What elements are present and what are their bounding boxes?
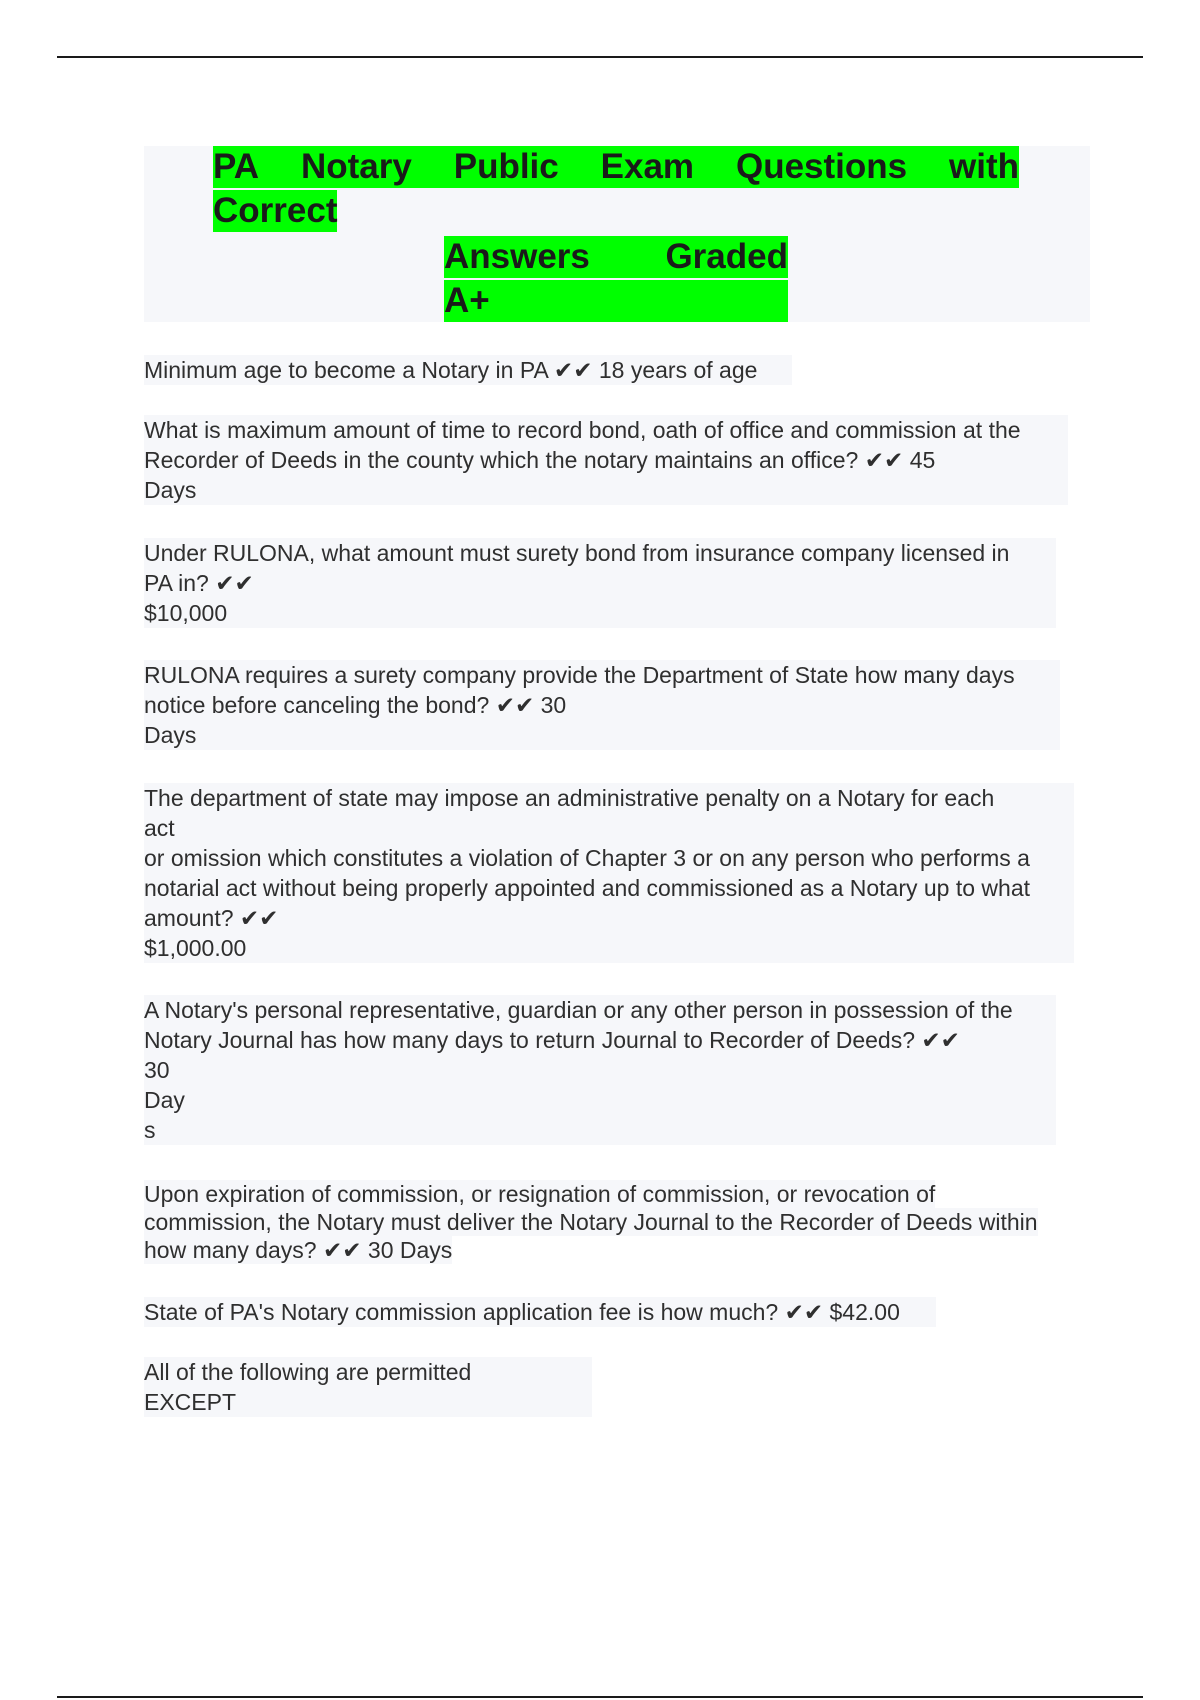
qa-word: which <box>480 447 540 473</box>
qa-word: has <box>299 1027 338 1053</box>
qa-word: each <box>944 785 995 811</box>
qa-line: Upon expiration of commission, or resignation of commission, or revocation of <box>144 1181 936 1207</box>
qa-word: Recorder <box>709 1027 804 1053</box>
qa-line: Under RULONA, what amount must surety bond from insurance company licensed in <box>144 540 1010 566</box>
qa-line: s <box>144 1117 156 1143</box>
qa-line: Day <box>144 1087 185 1113</box>
title-word: Questions <box>735 147 908 186</box>
top-rule <box>57 56 1143 58</box>
qa-word: Recorder <box>144 447 239 473</box>
qa-word: the <box>367 447 400 473</box>
qa-word: how <box>343 1027 386 1053</box>
qa-line: act <box>144 815 175 841</box>
qa-word: 30 <box>540 692 567 718</box>
qa-word: penalty <box>705 785 780 811</box>
qa-word: many <box>392 1027 449 1053</box>
title-word: Graded <box>665 237 788 276</box>
qa-line <box>144 690 647 720</box>
qa-line <box>144 445 1068 475</box>
qa-word: Deeds <box>270 447 338 473</box>
qa-word: department <box>190 785 307 811</box>
qa-word: in? <box>178 570 209 596</box>
qa-word: notice <box>144 692 206 718</box>
qa-word: Journal <box>601 1027 678 1053</box>
qa-item-1 <box>144 355 792 385</box>
qa-text: State of PA's Notary commission application fee is how much? ✔✔ $42.00 <box>144 1299 900 1325</box>
qa-word: return <box>535 1027 596 1053</box>
title-word: Public <box>453 147 559 186</box>
qa-word: Deeds? <box>835 1027 915 1053</box>
qa-item-2 <box>144 415 1068 505</box>
qa-word: Notary <box>144 1027 212 1053</box>
qa-word: of <box>245 447 265 473</box>
qa-word: are <box>335 1359 370 1385</box>
qa-word: canceling <box>283 692 381 718</box>
title-line-2: Correct <box>213 191 338 230</box>
qa-line <box>144 568 354 598</box>
qa-line <box>144 903 396 933</box>
qa-word: a <box>817 785 831 811</box>
qa-item-4 <box>144 660 1060 750</box>
qa-word: before <box>211 692 277 718</box>
qa-word: an <box>759 447 785 473</box>
qa-word: All <box>144 1359 170 1385</box>
qa-word: in <box>343 447 362 473</box>
qa-word: 45 <box>909 447 936 473</box>
title-line-3 <box>444 236 788 278</box>
qa-line: RULONA requires a surety company provide the Department of State how many days <box>144 662 1015 688</box>
qa-word: Journal <box>218 1027 294 1053</box>
qa-word: of <box>810 1027 830 1053</box>
qa-line: or omission which constitutes a violation of Chapter 3 or on any person who performs a <box>144 845 1030 871</box>
qa-item-7 <box>144 1180 1081 1264</box>
title-word: Exam <box>600 147 695 186</box>
qa-line: commission, the Notary must deliver the Notary Journal to the Recorder of Deeds within <box>144 1209 1038 1235</box>
qa-line: Days <box>144 477 197 503</box>
qa-word: days <box>454 1027 504 1053</box>
qa-word: maintains <box>654 447 753 473</box>
qa-line: 30 <box>144 1057 170 1083</box>
qa-word: may <box>394 785 439 811</box>
qa-line: $10,000 <box>144 600 228 626</box>
qa-line: $1,000.00 <box>144 935 247 961</box>
qa-line: notarial act without being properly appointed and commissioned as a Notary up to what <box>144 875 1031 901</box>
qa-word: an <box>525 785 551 811</box>
qa-word: following <box>239 1359 330 1385</box>
qa-line: how many days? ✔✔ 30 Days <box>144 1237 453 1263</box>
qa-word: to <box>683 1027 703 1053</box>
qa-word: permitted <box>375 1359 472 1385</box>
qa-line <box>144 1025 1056 1055</box>
qa-item-5 <box>144 783 1074 963</box>
title-word: Notary <box>300 147 412 186</box>
qa-word: state <box>338 785 389 811</box>
title-line-1 <box>213 146 1019 188</box>
qa-word: administrative <box>557 785 699 811</box>
qa-word: ✔✔ <box>215 570 254 596</box>
qa-item-8 <box>144 1297 936 1327</box>
qa-word: of <box>175 1359 196 1385</box>
qa-line <box>144 783 1074 813</box>
qa-item-6 <box>144 995 1056 1145</box>
qa-word: bond? <box>425 692 490 718</box>
qa-word: impose <box>444 785 519 811</box>
title-line-4: A+ <box>444 280 788 322</box>
title-word: PA <box>213 147 260 186</box>
qa-word: office? <box>791 447 859 473</box>
qa-word: ✔✔ <box>495 692 535 718</box>
qa-word: to <box>509 1027 529 1053</box>
qa-word: county <box>406 447 474 473</box>
qa-word: PA <box>144 570 172 596</box>
qa-line <box>144 1357 592 1387</box>
qa-text: Minimum age to become a Notary in PA ✔✔ 18 years of age <box>144 357 758 383</box>
qa-word: amount? <box>144 905 234 931</box>
qa-line: EXCEPT <box>144 1389 237 1415</box>
qa-word: The <box>144 785 184 811</box>
qa-word: Notary <box>837 785 905 811</box>
qa-word: ✔✔ <box>921 1027 960 1053</box>
qa-word: ✔✔ <box>864 447 904 473</box>
qa-word: the <box>545 447 578 473</box>
qa-word: on <box>785 785 812 811</box>
bottom-rule <box>57 1696 1143 1698</box>
qa-line: What is maximum amount of time to record bond, oath of office and commission at the <box>144 417 1021 443</box>
qa-word: for <box>911 785 938 811</box>
qa-item-9 <box>144 1357 592 1417</box>
qa-item-3 <box>144 538 1056 628</box>
title-word: Answers <box>444 237 590 276</box>
qa-word: of <box>312 785 332 811</box>
title-word: with <box>949 147 1019 186</box>
qa-line: A Notary's personal representative, guardian or any other person in possession of the <box>144 997 1013 1023</box>
qa-word: the <box>201 1359 234 1385</box>
qa-word: notary <box>583 447 648 473</box>
qa-word: the <box>386 692 419 718</box>
qa-line: Days <box>144 722 197 748</box>
qa-word: ✔✔ <box>239 905 279 931</box>
